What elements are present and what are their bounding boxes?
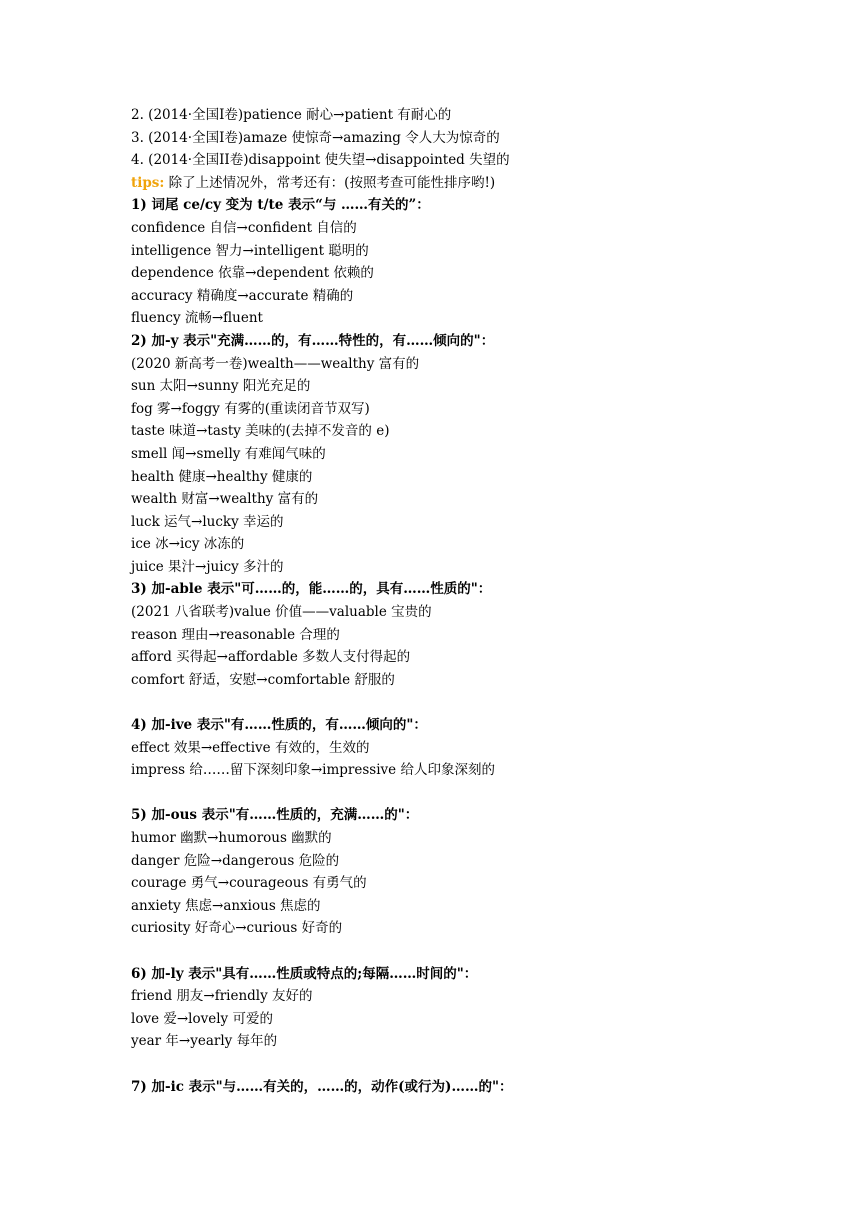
list-item: accuracy 精确度→accurate 精确的	[131, 287, 354, 304]
list-item: friend 朋友→friendly 友好的	[131, 988, 313, 1005]
section-heading: 4) 加-ive 表示"有……性质的，有……倾向的"：	[131, 717, 427, 734]
list-item: courage 勇气→courageous 有勇气的	[131, 875, 367, 892]
document-page	[131, 104, 831, 1098]
list-item: intelligence 智力→intelligent 聪明的	[131, 242, 369, 259]
list-item: sun 太阳→sunny 阳光充足的	[131, 378, 311, 395]
list-item: taste 味道→tasty 美味的(去掉不发音的 e)	[131, 423, 390, 440]
spacer	[131, 940, 831, 963]
list-item: health 健康→healthy 健康的	[131, 468, 313, 485]
list-item: (2021 八省联考)value 价值——valuable 宝贵的	[131, 604, 432, 621]
tips-label: tips:	[131, 174, 165, 191]
list-item: curiosity 好奇心→curious 好奇的	[131, 920, 343, 937]
list-item: love 爱→lovely 可爱的	[131, 1010, 273, 1027]
list-item: dependence 依靠→dependent 依赖的	[131, 265, 374, 282]
spacer	[131, 691, 831, 714]
list-item: year 年→yearly 每年的	[131, 1033, 278, 1050]
list-item: impress 给……留下深刻印象→impressive 给人印象深刻的	[131, 762, 495, 779]
spacer	[131, 782, 831, 805]
list-item: reason 理由→reasonable 合理的	[131, 626, 340, 643]
list-item: comfort 舒适，安慰→comfortable 舒服的	[131, 671, 395, 688]
intro-line: 2. (2014·全国I卷)patience 耐心→patient 有耐心的	[131, 107, 452, 123]
list-item: juice 果汁→juicy 多汁的	[131, 558, 284, 575]
list-item: effect 效果→effective 有效的，生效的	[131, 739, 370, 756]
list-item: anxiety 焦虑→anxious 焦虑的	[131, 897, 321, 914]
intro-line: 3. (2014·全国I卷)amaze 使惊奇→amazing 令人大为惊奇的	[131, 129, 500, 146]
list-item: fog 雾→foggy 有雾的(重读闭音节双写)	[131, 400, 370, 417]
list-item: danger 危险→dangerous 危险的	[131, 852, 340, 869]
spacer	[131, 1053, 831, 1076]
list-item: humor 幽默→humorous 幽默的	[131, 830, 332, 846]
list-item: smell 闻→smelly 有难闻气味的	[131, 445, 326, 462]
tips-line	[131, 172, 831, 195]
section-heading: 5) 加-ous 表示"有……性质的，充满……的"：	[131, 807, 419, 824]
list-item: ice 冰→icy 冰冻的	[131, 536, 245, 553]
list-item: confidence 自信→confident 自信的	[131, 219, 357, 236]
section-heading: 3) 加-able 表示"可……的，能……的，具有……性质的"：	[131, 581, 492, 598]
section-heading: 1) 词尾 ce/cy 变为 t/te 表示“与 ……有关的”：	[131, 197, 430, 214]
list-item: wealth 财富→wealthy 富有的	[131, 491, 319, 508]
tips-text: 除了上述情况外，常考还有：(按照考查可能性排序哟!)	[164, 174, 496, 191]
list-item: afford 买得起→affordable 多数人支付得起的	[131, 649, 411, 666]
section-heading: 7) 加-ic 表示"与……有关的，……的，动作(或行为)……的"：	[131, 1078, 513, 1095]
list-item: luck 运气→lucky 幸运的	[131, 513, 284, 530]
section-heading: 6) 加-ly 表示"具有……性质或特点的;每隔……时间的"：	[131, 965, 478, 982]
list-item: fluency 流畅→fluent	[131, 310, 263, 327]
list-item: (2020 新高考一卷)wealth——wealthy 富有的	[131, 355, 420, 372]
intro-line: 4. (2014·全国II卷)disappoint 使失望→disappointed 失望的	[131, 152, 510, 169]
section-heading: 2) 加-y 表示"充满……的，有……特性的，有……倾向的"：	[131, 332, 495, 349]
